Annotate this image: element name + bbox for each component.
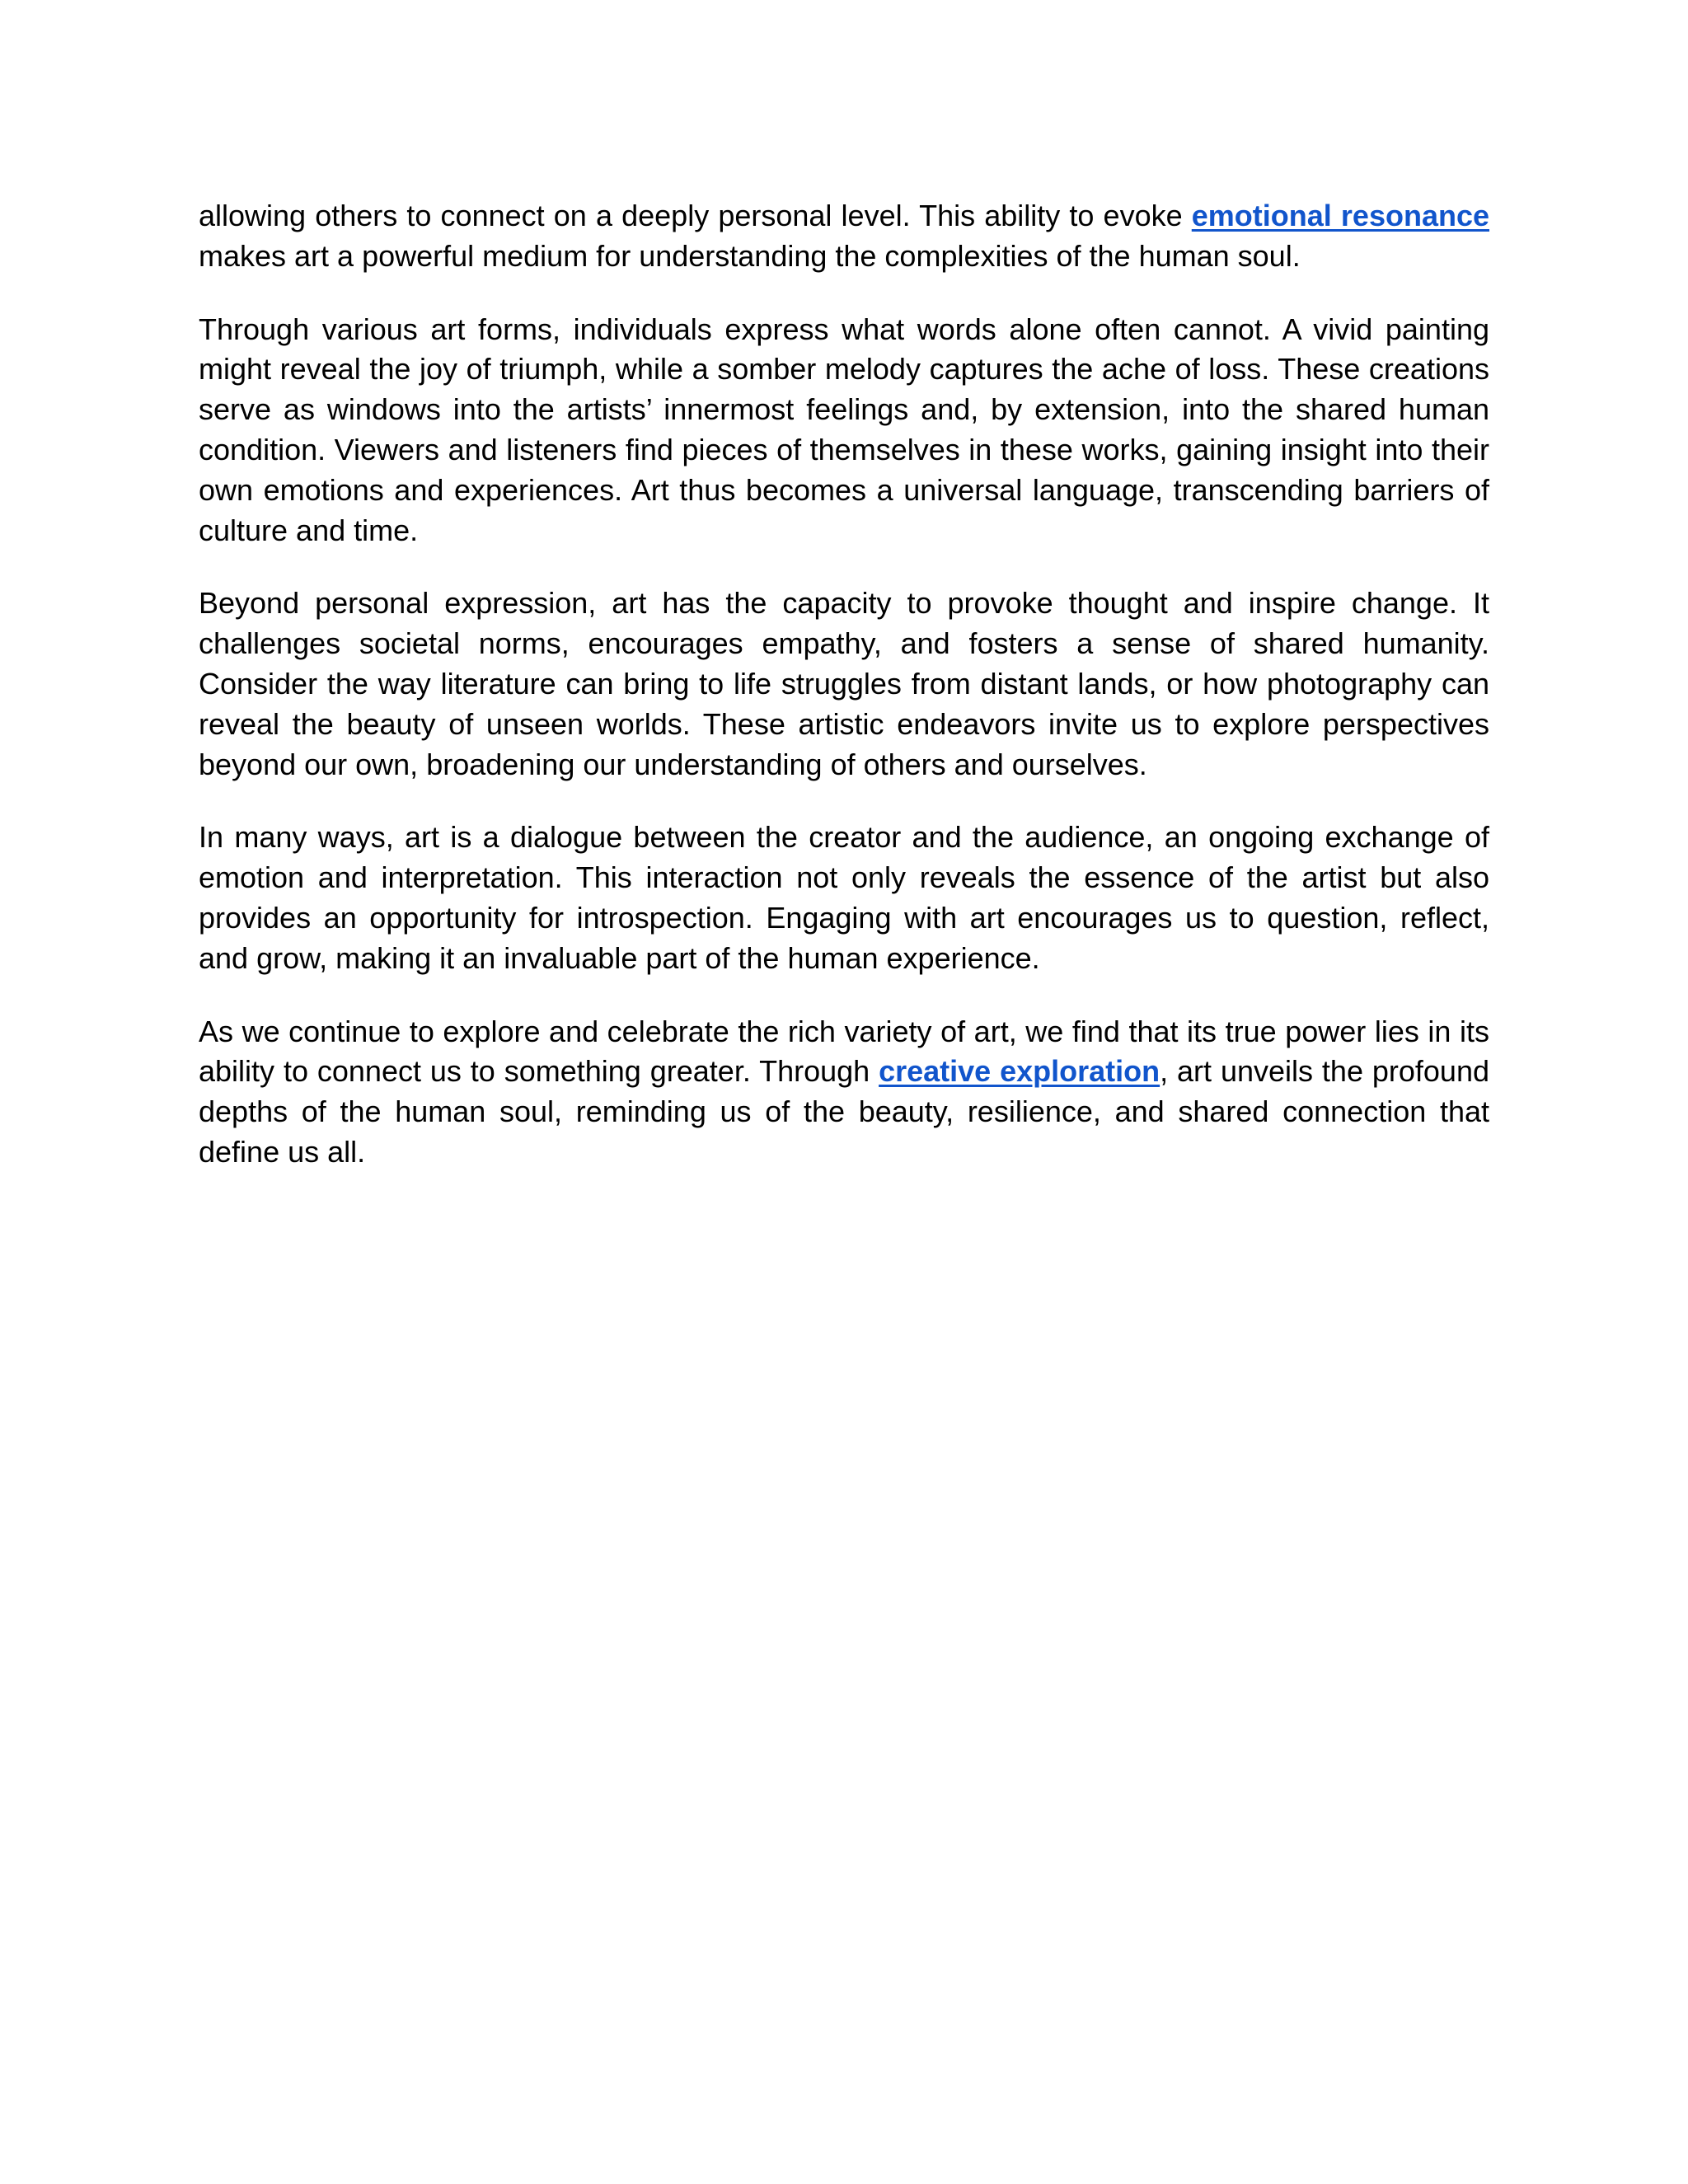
paragraph-1 — [199, 196, 1489, 277]
paragraph-2: Through various art forms, individuals express what words alone often cannot. A vivid painting might reveal the joy of triumph, while a somber melody captures the ache of loss. These creations serve as windows into the artists’ innermost feelings and, by extension, into the shared human condition. Viewers and listeners find pieces of themselves in these works, gaining insight into their own emotions and experiences. Art thus becomes a universal language, transcending barriers of culture and time. — [199, 312, 1489, 547]
creative-exploration-link[interactable]: creative exploration — [879, 1054, 1160, 1089]
document-body — [199, 196, 1489, 1206]
paragraph-5 — [199, 1012, 1489, 1173]
emotional-resonance-link[interactable]: emotional resonance — [1191, 199, 1490, 232]
paragraph-1-text-after: makes art a powerful medium for understanding the complexities of the human soul. — [199, 238, 1301, 273]
paragraph-4: In many ways, art is a dialogue between the creator and the audience, an ongoing exchange of emotion and interpretation. This interaction not only reveals the essence of the artist but also provides an opportunity for introspection. Engaging with art encourages us to question, reflect, and grow, making it an invaluable part of the human experience. — [199, 820, 1489, 975]
paragraph-3: Beyond personal expression, art has the capacity to provoke thought and inspire change. It challenges societal norms, encourages empathy, and fosters a sense of shared humanity. Consider the way literature can bring to life struggles from distant lands, or how photography can reveal the beauty of unseen worlds. These artistic endeavors invite us to explore perspectives beyond our own, broadening our understanding of others and ourselves. — [199, 586, 1489, 781]
paragraph-5-text-before: As we continue to explore and celebrate the rich variety of art, we find that its true power lies in its ability to connect us to something greater. Through — [199, 1014, 1489, 1089]
paragraph-5-text-after: , art unveils the profound depths of the human soul, reminding us of the beauty, resilience, and shared connection that define us all. — [199, 1054, 1489, 1169]
paragraph-1-text-before: allowing others to connect on a deeply personal level. This ability to evoke — [199, 199, 1192, 232]
